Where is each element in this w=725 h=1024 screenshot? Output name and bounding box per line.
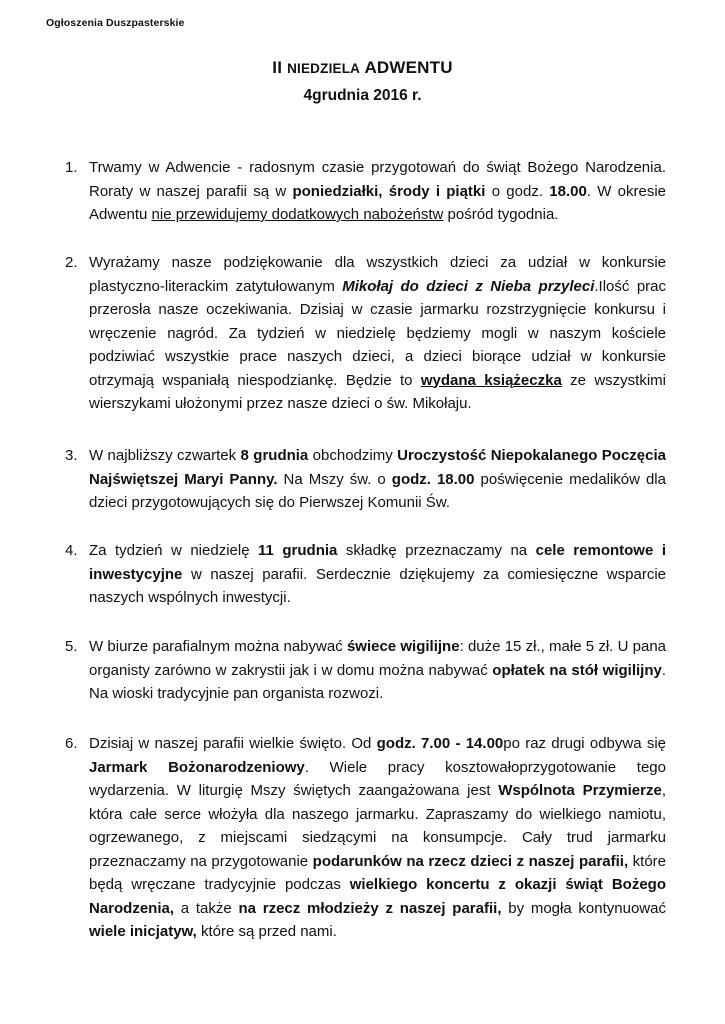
text-segment: składkę przeznaczamy na <box>337 542 536 559</box>
text-segment: a także <box>174 899 239 917</box>
bold-segment: poniedziałki, środy i piątki <box>292 182 486 200</box>
bold-italic-segment: Mikołaj do dzieci z Nieba przyleci <box>342 277 595 295</box>
item-number: 3. <box>65 447 78 464</box>
item-number: 4. <box>65 542 78 559</box>
title-niedziela: NIEDZIELA <box>287 61 361 76</box>
bold-segment: opłatek na stół wigilijny <box>492 661 662 679</box>
title-roman: II <box>272 58 283 77</box>
text-segment: , która całe serce włożyła dla naszego jarmarku. Zapraszamy do wielkiego namiotu, ogrzewanego, z miejscami siedzącymi na konsumpcje. Cały trud jarmarku przeznaczamy na przygotowanie <box>89 782 666 870</box>
text-segment: by mogła kontynuować <box>501 899 666 917</box>
text-segment: które są przed nami. <box>196 923 337 940</box>
document-header: Ogłoszenia Duszpasterskie <box>46 17 185 29</box>
item-number: 5. <box>65 638 78 655</box>
text-segment: . Na wioski tradycyjnie pan organista rozwozi. <box>89 661 666 702</box>
text-segment: Na Mszy św. o <box>277 470 392 488</box>
text-segment: . Wiele pracy kosztowałoprzygotowanie tego wydarzenia. W liturgię Mszy świętych zaangażowana jest <box>89 758 666 799</box>
text-segment: Dzisiaj w naszej parafii wielkie święto. Od <box>89 735 377 752</box>
bold-segment: 8 grudnia <box>240 447 309 464</box>
bold-segment: podarunków na rzecz dzieci z naszej parafii, <box>312 852 629 870</box>
page-title <box>0 58 725 78</box>
bold-underlined-segment: wydana książeczka <box>420 371 562 389</box>
item-text <box>89 444 666 515</box>
item-text <box>89 251 666 416</box>
text-segment: które będą wręczane tradycyjnie podczas <box>89 852 666 893</box>
item-number: 6. <box>65 735 78 752</box>
page-date: 4grudnia 2016 r. <box>303 87 422 104</box>
text-segment: o godz. <box>485 182 550 200</box>
text-segment: .Ilość prac przerosła nasze oczekiwania. Dzisiaj w czasie jarmarku rozstrzygnięcie konkursu i wręczenie nagród. Za tydzień w niedzielę będziemy mogli w naszym kościele podziwiać wszystkie prace naszych dzieci, a dzieci biorące udział w konkursie otrzymają wspaniałą niespodziankę. Będzie to <box>89 277 666 389</box>
bold-segment: 18.00 <box>549 182 587 200</box>
bold-segment: godz. 18.00 <box>391 470 475 488</box>
text-segment: po raz drugi odbywa się <box>503 735 666 752</box>
item-text <box>89 635 666 706</box>
text-segment: Trwamy w Adwencie - radosnym czasie przygotowań do świąt Bożego Narodzenia. Roraty w naszej parafii są w <box>89 159 666 200</box>
item-number: 1. <box>65 159 78 176</box>
bold-segment: Wspólnota Przymierze <box>498 782 662 799</box>
text-segment: Wyrażamy nasze podziękowanie dla wszystkich dzieci za udział w konkursie plastyczno-literackim zatytułowanym <box>89 254 666 295</box>
bold-segment: Jarmark Bożonarodzeniowy <box>89 758 305 776</box>
bold-segment: Uroczystość Niepokalanego Poczęcia Najświętszej Maryi Panny. <box>89 447 666 488</box>
text-segment: pośród tygodnia. <box>443 206 559 223</box>
text-segment: W biurze parafialnym można nabywać <box>89 638 347 655</box>
bold-segment: cele remontowe i inwestycyjne <box>89 542 666 583</box>
text-segment: . W okresie Adwentu <box>89 182 666 223</box>
text-segment: Za tydzień w niedzielę <box>89 542 259 559</box>
text-segment: ze wszystkimi wierszykami ułożonymi przez nasze dzieci o św. Mikołaju. <box>89 371 666 412</box>
text-segment: : duże 15 zł., małe 5 zł. U pana organisty zarówno w zakrystii jak i w domu można nabywać <box>89 638 666 679</box>
item-text <box>89 539 666 610</box>
bold-segment: wiele inicjatyw, <box>89 923 197 940</box>
bold-segment: na rzecz młodzieży z naszej parafii, <box>238 899 502 917</box>
item-number: 2. <box>65 254 78 271</box>
text-segment: w naszej parafii. Serdecznie dziękujemy za comiesięczne wsparcie naszych wspólnych inwestycji. <box>89 565 666 606</box>
item-text <box>89 732 666 944</box>
underlined-segment: nie przewidujemy dodatkowych nabożeństw <box>151 206 444 223</box>
title-adwentu: ADWENTU <box>364 58 453 77</box>
bold-segment: godz. 7.00 - 14.00 <box>376 735 504 752</box>
text-segment: obchodzimy <box>308 447 398 464</box>
bold-segment: 11 grudnia <box>258 542 338 559</box>
text-segment: poświęcenie medalików dla dzieci przygotowujących się do Pierwszej Komunii Św. <box>89 470 666 511</box>
bold-segment: wielkiego koncertu z okazji świąt Bożego Narodzenia, <box>89 876 666 917</box>
item-text <box>89 156 666 227</box>
bold-segment: świece wigilijne <box>346 638 460 655</box>
text-segment: W najbliższy czwartek <box>89 447 241 464</box>
